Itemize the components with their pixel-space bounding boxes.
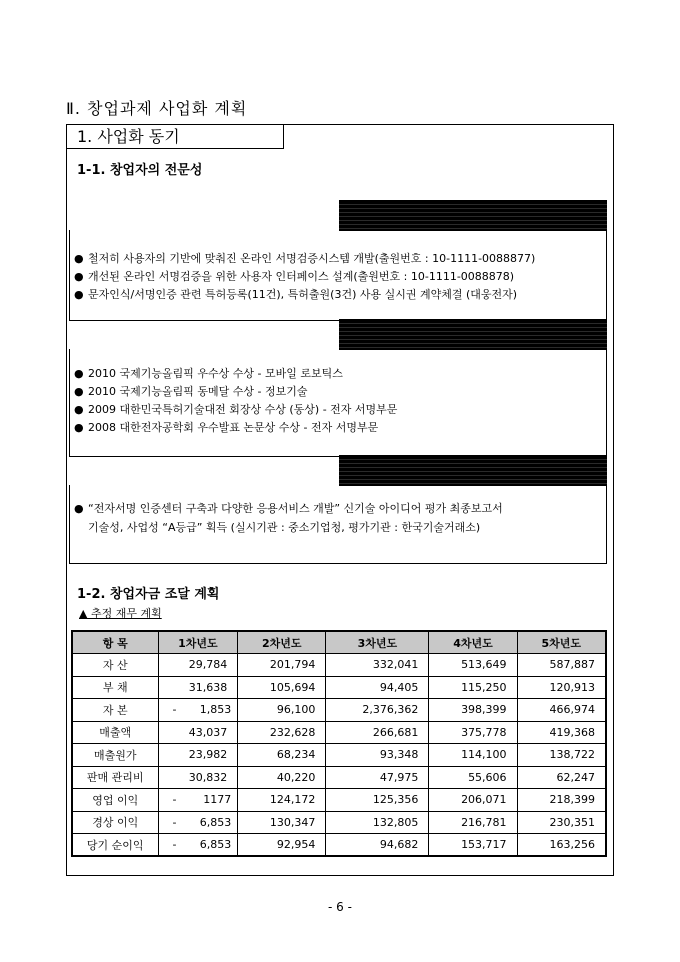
row-label: 판매 관리비 bbox=[72, 766, 158, 789]
table-cell: 40,220 bbox=[238, 766, 326, 789]
minus-sign: - bbox=[172, 838, 177, 851]
table-row bbox=[72, 766, 606, 789]
table-cell: 62,247 bbox=[517, 766, 606, 789]
bullet-icon: ● bbox=[74, 367, 84, 380]
bullet-icon: ● bbox=[74, 288, 84, 301]
minus-sign: - bbox=[172, 793, 177, 807]
redacted-bar bbox=[339, 200, 607, 231]
table-cell: 125,356 bbox=[326, 789, 429, 812]
table-row bbox=[72, 654, 606, 677]
heading-founder-expertise: 1-1. 창업자의 전문성 bbox=[77, 163, 203, 178]
row-label: 당기 순이익 bbox=[72, 834, 158, 857]
table-cell bbox=[158, 834, 238, 857]
table-row bbox=[72, 699, 606, 722]
column-header: 5차년도 bbox=[517, 631, 606, 654]
table-cell: 201,794 bbox=[238, 654, 326, 677]
page-number: - 6 - bbox=[328, 900, 352, 914]
cell-value: 6,853 bbox=[199, 815, 232, 829]
list-item: ● 개선된 온라인 서명검증을 위한 사용자 인터페이스 설계(출원번호 : 10-1111-0088878) bbox=[74, 268, 535, 286]
table-cell bbox=[158, 811, 238, 834]
table-cell: 230,351 bbox=[517, 811, 606, 834]
row-label: 매출액 bbox=[72, 721, 158, 744]
table-cell: 92,954 bbox=[238, 834, 326, 857]
table-cell: 30,832 bbox=[158, 766, 238, 789]
table-cell: 266,681 bbox=[326, 721, 429, 744]
bullet-icon: ● bbox=[74, 252, 84, 265]
bullet-icon: ● bbox=[74, 403, 84, 416]
table-row bbox=[72, 834, 606, 857]
list-item: ● 2008 대한전자공학회 우수발표 논문상 수상 - 전자 서명부문 bbox=[74, 419, 397, 437]
list-item: ● 2010 국제기능올림픽 동메달 수상 - 정보기술 bbox=[74, 383, 397, 401]
list-item-continuation: 기술성, 사업성 “A등급” 획득 (실시기관 : 중소기업청, 평가기관 : 한국기술거래소) bbox=[88, 521, 481, 534]
table-cell: 2,376,362 bbox=[326, 699, 429, 722]
business-plan-box bbox=[66, 124, 614, 876]
table-row bbox=[72, 744, 606, 767]
row-label: 자 산 bbox=[72, 654, 158, 677]
table-cell: 232,628 bbox=[238, 721, 326, 744]
table-cell: 130,347 bbox=[238, 811, 326, 834]
table-cell: 587,887 bbox=[517, 654, 606, 677]
expertise-block-awards bbox=[69, 349, 607, 457]
table-cell: 124,172 bbox=[238, 789, 326, 812]
bullet-icon: ● bbox=[74, 421, 84, 434]
table-cell: 332,041 bbox=[326, 654, 429, 677]
table-cell: 466,974 bbox=[517, 699, 606, 722]
table-cell: 94,682 bbox=[326, 834, 429, 857]
redacted-bar bbox=[339, 455, 607, 486]
row-label: 매출원가 bbox=[72, 744, 158, 767]
table-cell: 114,100 bbox=[429, 744, 517, 767]
column-header: 1차년도 bbox=[158, 631, 238, 654]
bullet-icon: ● bbox=[74, 385, 84, 398]
financial-plan-table bbox=[71, 630, 607, 857]
table-row bbox=[72, 789, 606, 812]
minus-sign: - bbox=[172, 815, 177, 829]
table-cell: 375,778 bbox=[429, 721, 517, 744]
table-cell bbox=[158, 789, 238, 812]
table-cell bbox=[158, 699, 238, 722]
list-item: ● 2009 대한민국특허기술대전 회장상 수상 (동상) - 전자 서명부문 bbox=[74, 401, 397, 419]
table-cell: 419,368 bbox=[517, 721, 606, 744]
column-header: 항 목 bbox=[72, 631, 158, 654]
table-row bbox=[72, 676, 606, 699]
table-cell: 47,975 bbox=[326, 766, 429, 789]
heading-funding-plan: 1-2. 창업자금 조달 계획 bbox=[77, 587, 220, 602]
cell-value: 6,853 bbox=[199, 838, 232, 851]
column-header: 3차년도 bbox=[326, 631, 429, 654]
redacted-bar bbox=[339, 319, 607, 350]
table-cell: 132,805 bbox=[326, 811, 429, 834]
list-item: ● “전자서명 인증센터 구축과 다양한 응용서비스 개발” 신기술 아이디어 평가 최종보고서 bbox=[74, 499, 503, 518]
row-label: 자 본 bbox=[72, 699, 158, 722]
table-header-row bbox=[72, 631, 606, 654]
list-item: ● 철저히 사용자의 기반에 맞춰진 온라인 서명검증시스템 개발(출원번호 : 10-1111-0088877) bbox=[74, 250, 535, 268]
table-cell: 138,722 bbox=[517, 744, 606, 767]
table-cell: 29,784 bbox=[158, 654, 238, 677]
cell-value: 1,853 bbox=[199, 703, 232, 717]
row-label: 부 채 bbox=[72, 676, 158, 699]
list-item: ● 2010 국제기능올림픽 우수상 수상 - 모바일 로보틱스 bbox=[74, 365, 397, 383]
column-header: 4차년도 bbox=[429, 631, 517, 654]
sub-heading: 1. 사업화 동기 bbox=[67, 125, 284, 149]
bullet-icon: ● bbox=[74, 270, 84, 283]
expertise-block-patents bbox=[69, 230, 607, 321]
cell-value: 1177 bbox=[203, 793, 232, 807]
table-row bbox=[72, 811, 606, 834]
table-cell: 43,037 bbox=[158, 721, 238, 744]
bullet-icon: ● bbox=[74, 502, 84, 515]
column-header: 2차년도 bbox=[238, 631, 326, 654]
table-cell: 153,717 bbox=[429, 834, 517, 857]
table-cell: 96,100 bbox=[238, 699, 326, 722]
minus-sign: - bbox=[172, 703, 177, 717]
row-label: 영업 이익 bbox=[72, 789, 158, 812]
table-cell: 218,399 bbox=[517, 789, 606, 812]
table-caption: ▲ 추정 재무 계획 bbox=[79, 607, 162, 620]
list-item: ● 문자인식/서명인증 관련 특허등록(11건), 특허출원(3건) 사용 실시권 계약체결 (대웅전자) bbox=[74, 286, 535, 304]
table-cell: 31,638 bbox=[158, 676, 238, 699]
table-row bbox=[72, 721, 606, 744]
table-cell: 120,913 bbox=[517, 676, 606, 699]
table-cell: 513,649 bbox=[429, 654, 517, 677]
table-cell: 55,606 bbox=[429, 766, 517, 789]
table-cell: 68,234 bbox=[238, 744, 326, 767]
section-title: Ⅱ. 창업과제 사업화 계획 bbox=[66, 99, 248, 118]
table-cell: 94,405 bbox=[326, 676, 429, 699]
table-cell: 216,781 bbox=[429, 811, 517, 834]
table-cell: 398,399 bbox=[429, 699, 517, 722]
table-cell: 105,694 bbox=[238, 676, 326, 699]
table-cell: 163,256 bbox=[517, 834, 606, 857]
table-cell: 206,071 bbox=[429, 789, 517, 812]
table-cell: 93,348 bbox=[326, 744, 429, 767]
row-label: 경상 이익 bbox=[72, 811, 158, 834]
table-cell: 115,250 bbox=[429, 676, 517, 699]
expertise-block-evaluation bbox=[69, 485, 607, 564]
table-cell: 23,982 bbox=[158, 744, 238, 767]
